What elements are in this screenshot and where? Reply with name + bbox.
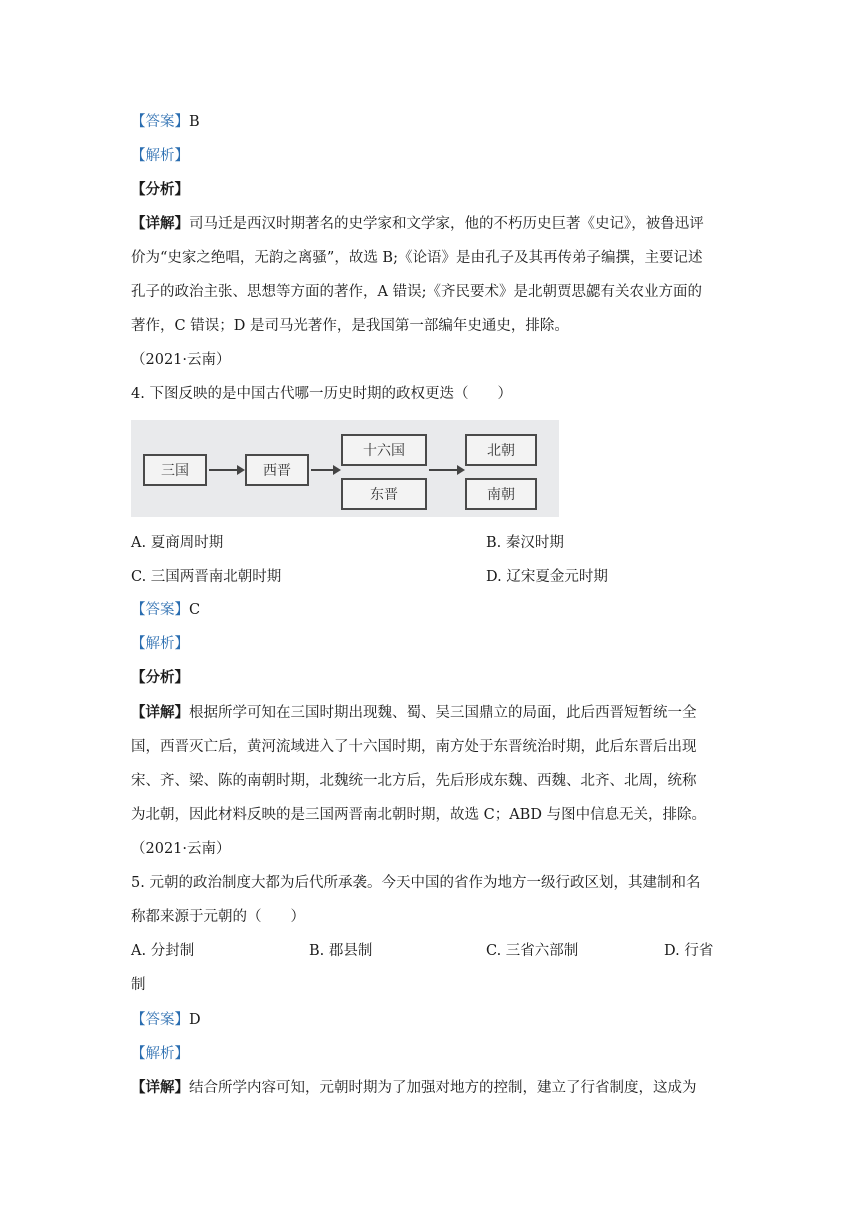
q5-option-a: A. 分封制 (131, 943, 195, 959)
box-beichao: 北朝 (465, 434, 537, 466)
answer-label: 【答案】 (131, 602, 189, 618)
detail-label: 【详解】 (131, 215, 189, 232)
q5-question-line-2: 称都来源于元朝的（ ） (131, 909, 305, 925)
q3-fenxi: 【分析】 (131, 181, 189, 198)
q4-detail-line-4: 为北朝，因此材料反映的是三国两晋南北朝时期，故选 C；ABD 与图中信息无关，排除。 (131, 807, 707, 823)
answer-value: B (189, 114, 200, 130)
box-dongjin: 东晋 (341, 478, 427, 510)
box-nanchao: 南朝 (465, 478, 537, 510)
q3-detail-line-3: 孔子的政治主张、思想等方面的著作，A 错误;《齐民要术》是北朝贾思勰有关农业方面的 (131, 284, 702, 300)
box-shiliuguo: 十六国 (341, 434, 427, 466)
q5-detail-line-1 (131, 1078, 697, 1098)
q5-source: （2021·云南） (131, 841, 231, 857)
q3-detail-line-1 (131, 214, 704, 234)
dynasty-flow-figure (131, 420, 559, 517)
q4-option-b: B. 秦汉时期 (486, 535, 564, 551)
arrow-line (311, 469, 335, 471)
q5-jiexi: 【解析】 (131, 1046, 189, 1062)
q3-detail-line-4: 著作，C 错误；D 是司马光著作，是我国第一部编年史通史，排除。 (131, 318, 569, 334)
answer-label: 【答案】 (131, 114, 189, 130)
q4-option-d: D. 辽宋夏金元时期 (486, 569, 608, 585)
detail-text: 司马迁是西汉时期著名的史学家和文学家，他的不朽历史巨著《史记》，被鲁迅评 (189, 216, 704, 232)
box-sanguo: 三国 (143, 454, 207, 486)
arrow-line (429, 469, 459, 471)
arrow-icon (237, 465, 245, 475)
q4-detail-line-1 (131, 703, 697, 723)
arrow-icon (333, 465, 341, 475)
q5-option-c: C. 三省六部制 (486, 943, 579, 959)
q4-jiexi: 【解析】 (131, 636, 189, 652)
q5-option-d-wrap: 制 (131, 977, 146, 993)
q4-source: （2021·云南） (131, 352, 231, 368)
q4-fenxi: 【分析】 (131, 669, 189, 686)
q3-detail-line-2: 价为“史家之绝唱，无韵之离骚”，故选 B;《论语》是由孔子及其再传弟子编撰，主要记述 (131, 250, 703, 266)
answer-value: C (189, 602, 201, 618)
q4-option-c: C. 三国两晋南北朝时期 (131, 569, 282, 585)
detail-text: 结合所学内容可知，元朝时期为了加强对地方的控制，建立了行省制度，这成为 (189, 1080, 697, 1096)
q5-question-line-1: 5. 元朝的政治制度大都为后代所承袭。今天中国的省作为地方一级行政区划，其建制和名 (131, 875, 701, 891)
q5-option-d: D. 行省 (664, 943, 714, 959)
box-xijin: 西晋 (245, 454, 309, 486)
answer-label: 【答案】 (131, 1012, 189, 1028)
q3-answer (131, 112, 200, 132)
answer-value: D (189, 1012, 201, 1028)
q5-answer (131, 1010, 201, 1030)
q4-detail-line-2: 国，西晋灭亡后，黄河流域进入了十六国时期，南方处于东晋统治时期，此后东晋后出现 (131, 739, 697, 755)
q4-option-a: A. 夏商周时期 (131, 535, 224, 551)
detail-label: 【详解】 (131, 704, 189, 721)
detail-label: 【详解】 (131, 1079, 189, 1096)
q4-answer (131, 600, 200, 620)
q3-jiexi: 【解析】 (131, 148, 189, 164)
q5-option-b: B. 郡县制 (309, 943, 373, 959)
q4-question: 4. 下图反映的是中国古代哪一历史时期的政权更迭（ ） (131, 386, 512, 402)
arrow-line (209, 469, 239, 471)
detail-text: 根据所学可知在三国时期出现魏、蜀、吴三国鼎立的局面，此后西晋短暂统一全 (189, 705, 697, 721)
q4-detail-line-3: 宋、齐、梁、陈的南朝时期，北魏统一北方后，先后形成东魏、西魏、北齐、北周，统称 (131, 773, 697, 789)
arrow-icon (457, 465, 465, 475)
